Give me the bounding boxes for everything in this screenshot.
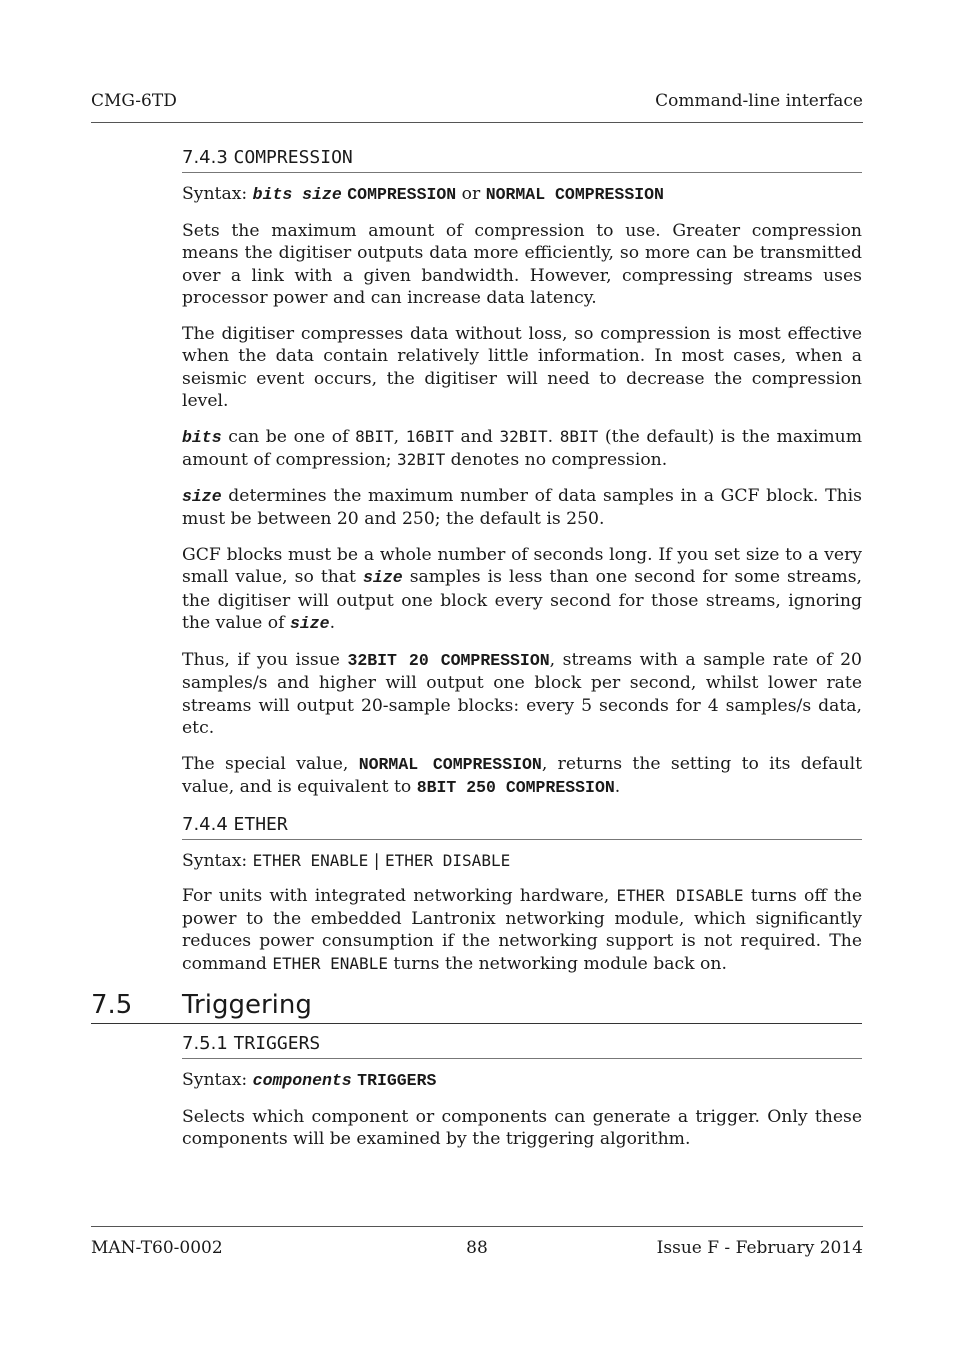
syntax-or: or xyxy=(461,184,481,204)
text-run: . xyxy=(329,613,336,633)
inline-arg: size xyxy=(182,486,222,506)
paragraph-example xyxy=(182,649,862,740)
subsection-heading-triggers xyxy=(182,1032,862,1059)
text-run: Thus, if you issue xyxy=(182,649,348,670)
text-run: turns the networking module back on. xyxy=(387,953,727,974)
inline-code: 32BIT xyxy=(397,450,446,469)
inline-code: 8BIT xyxy=(559,426,599,446)
syntax-label: Syntax: xyxy=(182,1070,248,1090)
inline-code: 16BIT xyxy=(405,426,454,446)
subsection-title: TRIGGERS xyxy=(233,1033,321,1054)
syntax-line-compression xyxy=(182,183,862,207)
page-number: 88 xyxy=(466,1238,488,1258)
text-run: For units with integrated networking hardware, xyxy=(182,886,617,906)
text-run: , streams with a sample rate of 20 samples/s and higher will output one block per second, whilst lower rate streams will output 20-sample blocks: every 5 seconds for 4 samples/s data, etc. xyxy=(182,649,862,738)
text-run: (the default) is the maximum amount of compression; xyxy=(182,426,863,470)
inline-code: 32BIT xyxy=(499,426,548,446)
subsection-heading-ether xyxy=(182,813,862,840)
subsection-number: 7.5.1 xyxy=(182,1033,228,1054)
inline-command: 32BIT 20 COMPRESSION xyxy=(347,650,550,670)
paragraph-normal xyxy=(182,753,862,800)
text-run: can be one of xyxy=(221,426,356,447)
text-run: . xyxy=(614,777,621,797)
inline-arg: size xyxy=(363,568,403,587)
syntax-argument: components xyxy=(252,1071,352,1090)
syntax-command-alt: NORMAL COMPRESSION xyxy=(485,185,664,204)
syntax-argument: bits size xyxy=(252,185,342,204)
paragraph-gcf-blocks xyxy=(182,544,862,636)
syntax-label: Syntax: xyxy=(182,850,248,871)
inline-command: NORMAL COMPRESSION xyxy=(358,754,542,774)
inline-command: 8BIT 250 COMPRESSION xyxy=(416,778,615,797)
text-run: and xyxy=(453,426,500,447)
subsection-title: COMPRESSION xyxy=(233,147,353,168)
inline-code: 8BIT xyxy=(355,426,394,446)
inline-code: ETHER ENABLE xyxy=(272,953,388,973)
syntax-option: ETHER DISABLE xyxy=(384,850,511,870)
text-run: determines the maximum number of data samples in a GCF block. This must be between 20 and 250; the default is 250. xyxy=(182,485,862,529)
syntax-command: TRIGGERS xyxy=(357,1071,437,1090)
subsection-title: ETHER xyxy=(233,813,288,835)
page-content xyxy=(91,146,863,1164)
text-run: samples is less than one second for some streams, the digitiser will output one block every second for those streams, ignoring the value of xyxy=(182,567,862,633)
header-chapter-title: Command-line interface xyxy=(655,91,863,111)
footer-issue-date: Issue F - February 2014 xyxy=(656,1238,863,1258)
subsection-heading-compression xyxy=(182,146,862,173)
text-run: , returns the setting to its default value, and is equivalent to xyxy=(182,753,862,797)
inline-arg: size xyxy=(289,614,330,633)
syntax-label: Syntax: xyxy=(182,184,248,204)
subsection-number: 7.4.3 xyxy=(182,147,228,168)
section-heading-triggering xyxy=(91,988,862,1024)
syntax-line-ether xyxy=(182,850,862,873)
paragraph: Sets the maximum amount of compression to use. Greater compression means the digitiser outputs data more efficiently, so more can be transmitted over a link with a given bandwidth. However, compressing streams uses processor power and can increase data latency. xyxy=(182,220,862,308)
text-run: . xyxy=(547,426,560,447)
text-run: turns off the power to the embedded Lantronix networking module, which significantly reduces power consumption if the networking support is not required. The command xyxy=(182,886,863,974)
syntax-command: COMPRESSION xyxy=(347,185,457,204)
subsection-number: 7.4.4 xyxy=(182,813,228,835)
header-rule xyxy=(91,122,863,123)
inline-arg: bits xyxy=(182,427,222,447)
text-run: GCF blocks must be a whole number of seconds long. If you set size to a very small value, so that xyxy=(182,544,862,587)
paragraph-size xyxy=(182,485,862,531)
paragraph: The digitiser compresses data without loss, so compression is most effective when the data contain relatively little information. In most cases, when a seismic event occurs, the digitiser will need to decrease the compression level. xyxy=(182,323,862,411)
footer-rule xyxy=(91,1226,863,1227)
inline-code: ETHER DISABLE xyxy=(616,886,744,905)
footer-doc-number: MAN-T60-0002 xyxy=(91,1238,223,1258)
syntax-separator: | xyxy=(368,850,385,871)
header-doc-name: CMG-6TD xyxy=(91,91,177,111)
section-title: Triggering xyxy=(182,990,312,1020)
section-number: 7.5 xyxy=(91,990,133,1020)
paragraph: Selects which component or components can generate a trigger. Only these components will be examined by the triggering algorithm. xyxy=(182,1106,862,1149)
syntax-option: ETHER ENABLE xyxy=(252,850,369,870)
paragraph-bits xyxy=(182,426,862,472)
paragraph-ether xyxy=(182,885,862,975)
text-run: denotes no compression. xyxy=(445,450,668,470)
syntax-line-triggers xyxy=(182,1069,862,1093)
text-run: The special value, xyxy=(182,753,359,774)
text-run: , xyxy=(393,426,406,447)
